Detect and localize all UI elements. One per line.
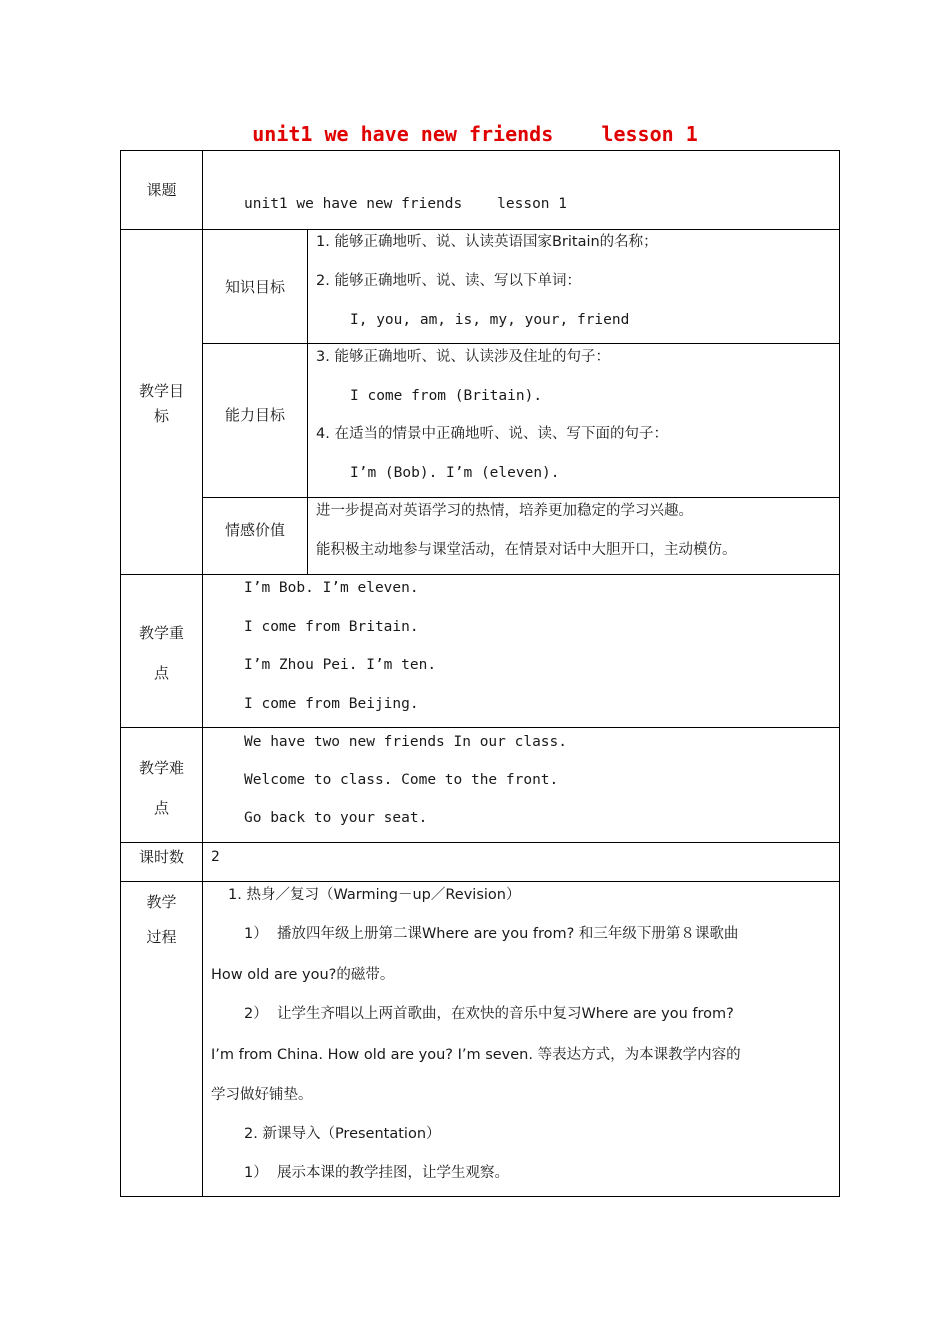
table-column-divider bbox=[307, 229, 308, 574]
ability-goal-line: I’m (Bob). I’m (eleven). bbox=[350, 465, 560, 481]
knowledge-goal-line: I, you, am, is, my, your, friend bbox=[350, 312, 630, 328]
key-points-label-line1: 教学重 bbox=[138, 624, 184, 642]
key-points-label bbox=[121, 613, 202, 693]
difficulty-line: We have two new friends In our class. bbox=[244, 734, 568, 750]
process-line: How old are you?的磁带。 bbox=[211, 967, 395, 983]
key-point-line: I’m Zhou Pei. I’m ten. bbox=[244, 657, 437, 673]
topic-label: 课题 bbox=[146, 181, 177, 199]
ability-goal-line: I come from (Britain). bbox=[350, 388, 543, 404]
difficulty-line: Welcome to class. Come to the front. bbox=[244, 772, 559, 788]
table-divider bbox=[202, 497, 840, 498]
process-label-line2: 过程 bbox=[146, 928, 177, 946]
difficulties-label bbox=[121, 748, 202, 828]
table-divider bbox=[120, 842, 840, 843]
key-point-line: I come from Beijing. bbox=[244, 696, 419, 712]
table-column-divider bbox=[202, 150, 203, 1197]
process-line: 学习做好铺垫。 bbox=[211, 1087, 313, 1103]
table-border-bottom bbox=[120, 1196, 840, 1197]
process-line: I’m from China. How old are you? I’m seven. 等表达方式，为本课教学内容的 bbox=[211, 1047, 741, 1063]
process-label bbox=[121, 885, 202, 955]
table-divider bbox=[120, 881, 840, 882]
hours-label: 课时数 bbox=[138, 848, 184, 866]
table-border-top bbox=[120, 150, 840, 151]
table-divider bbox=[120, 574, 840, 575]
knowledge-goal-line: 1. 能够正确地听、说、认读英语国家Britain的名称； bbox=[316, 234, 658, 250]
table-divider bbox=[120, 229, 840, 230]
ability-goal-line: 4. 在适当的情景中正确地听、说、读、写下面的句子： bbox=[316, 426, 668, 442]
process-line: 2） 让学生齐唱以上两首歌曲，在欢快的音乐中复习Where are you from? bbox=[244, 1006, 734, 1022]
ability-goal-line: 3. 能够正确地听、说、认读涉及住址的句子： bbox=[316, 349, 610, 365]
topic-value: unit1 we have new friends lesson 1 bbox=[244, 196, 568, 212]
knowledge-goal-label: 知识目标 bbox=[224, 278, 285, 296]
key-point-line: I’m Bob. I’m eleven. bbox=[244, 580, 419, 596]
ability-goal-label: 能力目标 bbox=[224, 406, 285, 424]
knowledge-goal-line: 2. 能够正确地听、说、读、写以下单词： bbox=[316, 273, 581, 289]
process-line: 1） 播放四年级上册第二课Where are you from? 和三年级下册第８课歌曲 bbox=[244, 926, 739, 942]
emotion-goal-line: 进一步提高对英语学习的热情，培养更加稳定的学习兴趣。 bbox=[316, 503, 693, 519]
objectives-label-line1: 教学目 bbox=[138, 382, 184, 400]
process-line: 1） 展示本课的教学挂图，让学生观察。 bbox=[244, 1165, 509, 1181]
difficulties-label-line2: 点 bbox=[153, 799, 169, 817]
hours-value: 2 bbox=[211, 849, 220, 865]
emotion-goal-label: 情感价值 bbox=[224, 521, 285, 539]
process-line: 1. 热身／复习（Warming－up／Revision） bbox=[228, 887, 521, 903]
objectives-label-line2: 标 bbox=[153, 407, 169, 425]
emotion-goal-line: 能积极主动地参与课堂活动，在情景对话中大胆开口，主动模仿。 bbox=[316, 542, 737, 558]
table-border-right bbox=[839, 150, 840, 1197]
table-divider bbox=[202, 343, 840, 344]
process-line: 2. 新课导入（Presentation） bbox=[244, 1126, 441, 1142]
key-points-label-line2: 点 bbox=[153, 664, 169, 682]
difficulty-line: Go back to your seat. bbox=[244, 810, 428, 826]
page-title: unit1 we have new friends lesson 1 bbox=[252, 122, 698, 146]
objectives-label bbox=[121, 379, 202, 429]
difficulties-label-line1: 教学难 bbox=[138, 759, 184, 777]
key-point-line: I come from Britain. bbox=[244, 619, 419, 635]
process-label-line1: 教学 bbox=[146, 893, 177, 911]
table-divider bbox=[120, 727, 840, 728]
